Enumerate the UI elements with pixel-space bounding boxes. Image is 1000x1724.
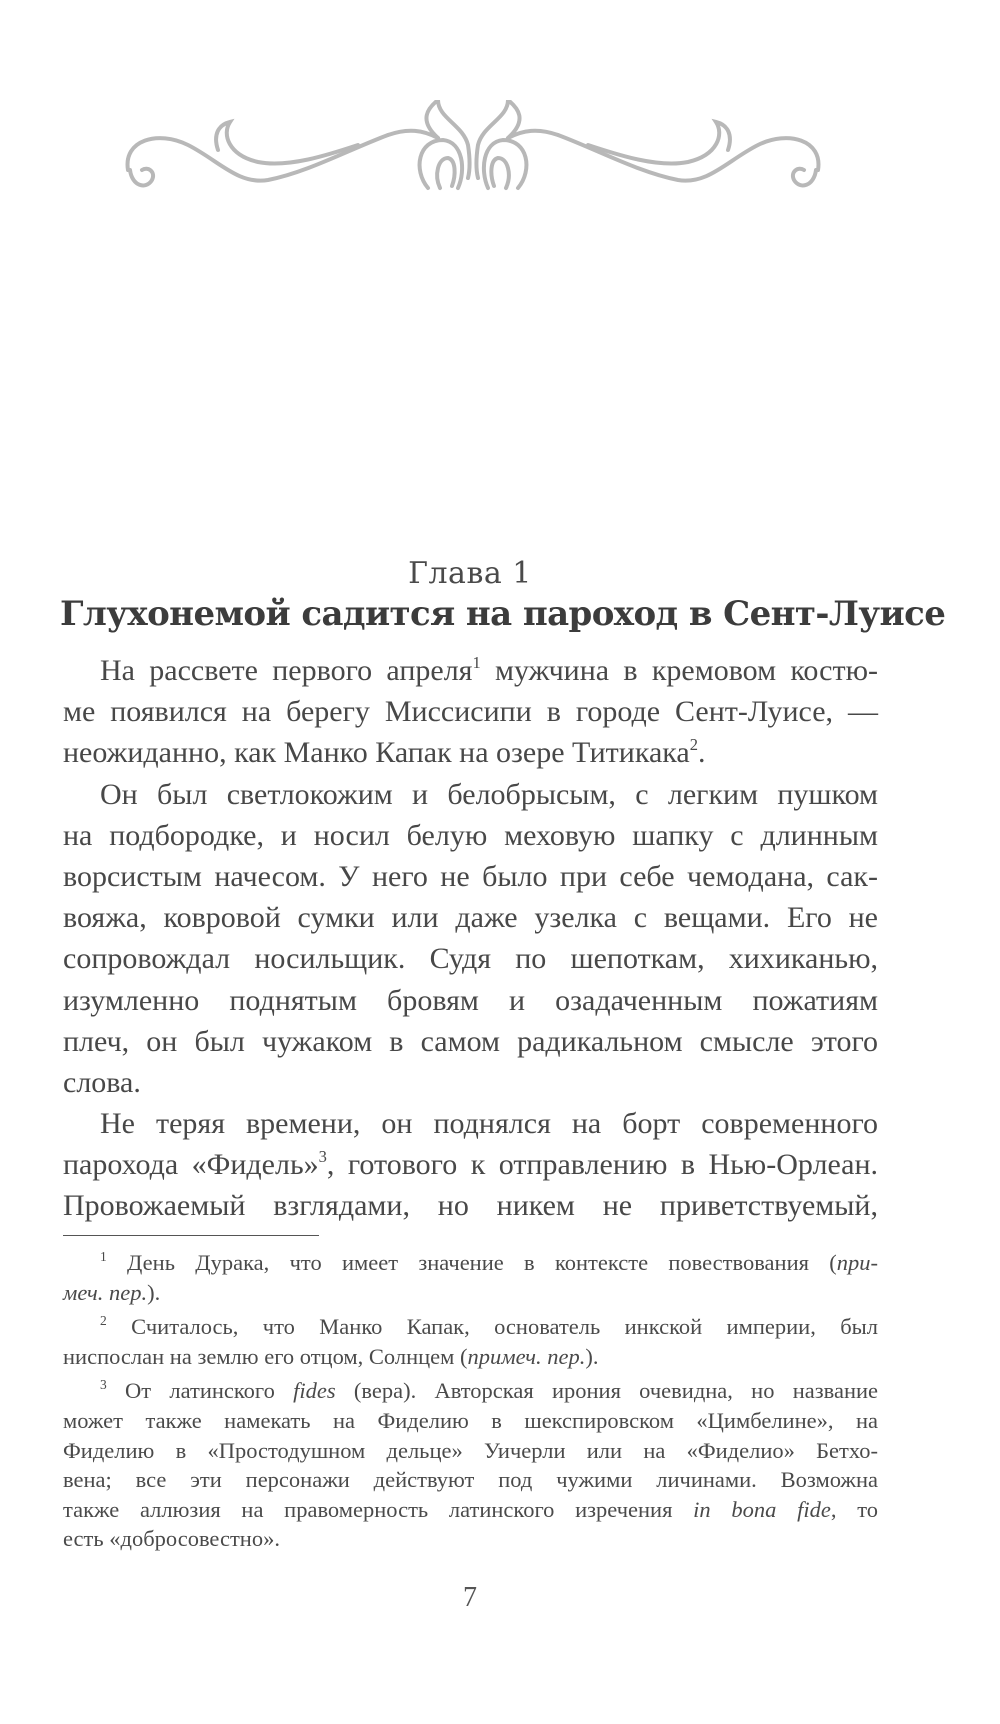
footnote-line: может также намекать на Фиделию в шекспировском «Цимбелине», на (63, 1407, 878, 1433)
footnote-2 (63, 1312, 878, 1371)
text-line: ворсистым начесом. У него не было при себе чемодана, сак- (63, 859, 878, 893)
footnote-3 (63, 1376, 878, 1554)
paragraph (63, 1103, 878, 1227)
page-number: 7 (463, 1582, 477, 1613)
footnote-divider (63, 1235, 319, 1236)
footnote-line: есть «добросовестно». (63, 1526, 280, 1552)
footnote-1 (63, 1248, 878, 1307)
text-line: Провожаемый взглядами, но никем не приветствуемый, (63, 1189, 878, 1223)
footnote-number: 3 (100, 1376, 107, 1392)
footnote-line: $^3$ От латинского fides (вера). Авторская ирония очевидна, но название (100, 1376, 879, 1404)
text-line: парохода «Фидель»$^3$, готового к отправлению в Нью-Орлеан. (63, 1146, 878, 1182)
body-text (63, 650, 878, 1227)
baroque-scroll-ornament-icon (118, 100, 828, 200)
text-line: ме появился на берегу Миссисипи в городе Сент-Луисе, — (63, 695, 878, 729)
text-line: сопровождал носильщик. Судя по шепоткам, хихиканью, (63, 942, 878, 976)
chapter-label: Глава 1 (408, 556, 532, 591)
footnote-line: ниспослан на землю его отцом, Солнцем (примеч. пер.). (63, 1343, 599, 1369)
footnote-line: $^1$ День Дурака, что имеет значение в контексте повествования (при- (100, 1248, 878, 1275)
text-line: неожиданно, как Манко Капак на озере Титикака$^2$. (63, 735, 706, 770)
footnote-line: Фиделию в «Простодушном дельце» Уичерли или на «Фиделио» Бетхо- (63, 1437, 878, 1463)
text-line: изумленно поднятым бровям и озадаченным пожатиям (63, 983, 878, 1017)
text-line: На рассвете первого апреля$^1$ мужчина в кремовом костю- (100, 652, 878, 687)
paragraph (63, 774, 878, 1104)
text-line: плеч, он был чужаком в самом радикальном смысле этого (63, 1024, 878, 1058)
footnote-line: $^2$ Считалось, что Манко Капак, основатель инкской империи, был (100, 1312, 878, 1340)
text-line: слова. (63, 1065, 141, 1099)
text-line: вояжа, ковровой сумки или даже узелка с вещами. Его не (63, 901, 878, 935)
chapter-title: Глухонемой садится на пароход в Сент-Луисе (60, 594, 946, 634)
footnotes (63, 1248, 878, 1559)
paragraph (63, 650, 878, 774)
footnote-ref[interactable]: 3 (318, 1146, 327, 1166)
text-line: Он был светлокожим и белобрысым, с легким пушком (100, 777, 878, 811)
text-line: Не теряя времени, он поднялся на борт современного (100, 1107, 878, 1141)
footnote-number: 1 (100, 1248, 107, 1264)
footnote-line: меч. пер.). (63, 1279, 161, 1305)
footnote-ref[interactable]: 1 (472, 652, 481, 672)
footnote-line: вена; все эти персонажи действуют под чужими личинами. Возможна (63, 1467, 878, 1493)
footnote-line: также аллюзия на правомерность латинского изречения in bona fide, то (63, 1496, 878, 1522)
text-line: на подбородке, и носил белую меховую шапку с длинным (63, 818, 878, 852)
footnote-number: 2 (100, 1312, 107, 1328)
footnote-ref[interactable]: 2 (689, 735, 698, 754)
